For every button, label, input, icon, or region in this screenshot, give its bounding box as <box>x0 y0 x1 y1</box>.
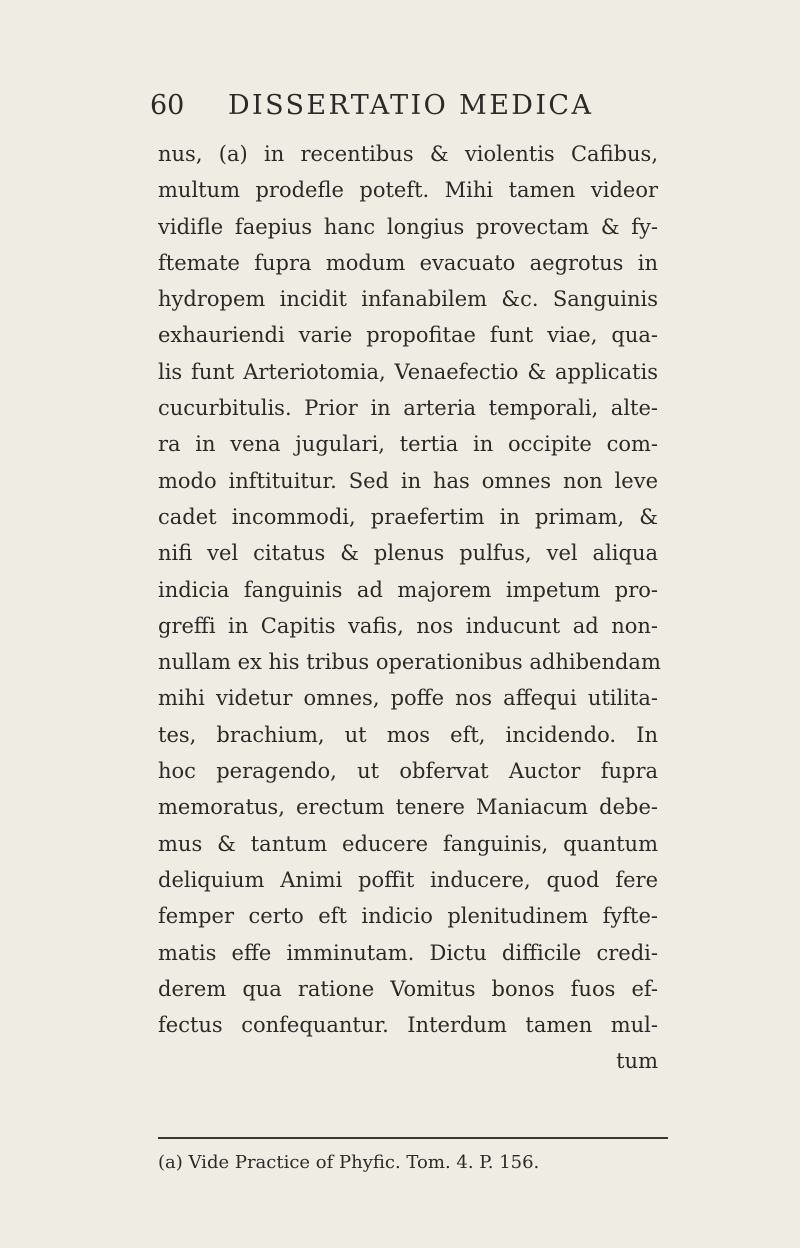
text-line: vidifle faepius hanc longius provectam & fy- <box>158 214 658 239</box>
text-line: fectus confequantur. Interdum tamen mul- <box>158 1013 658 1038</box>
text-line: indicia fanguinis ad majorem impetum pro- <box>158 577 658 602</box>
body-text <box>158 136 661 1080</box>
page-number: 60 <box>150 90 185 121</box>
footnote-divider <box>158 1137 668 1139</box>
text-line: nus, (a) in recentibus & violentis Cafibus, <box>158 142 658 166</box>
text-line: cucurbitulis. Prior in arteria temporali, alte- <box>158 396 658 421</box>
running-head <box>150 90 670 130</box>
footnote: (a) Vide Practice of Phyfic. Tom. 4. P. 156. <box>158 1152 540 1173</box>
text-line: mus & tantum educere fanguinis, quantum <box>158 831 658 856</box>
text-line: exhauriendi varie propofitae funt viae, qua- <box>158 323 658 348</box>
text-line: mihi videtur omnes, poffe nos affequi utilita- <box>158 686 658 711</box>
text-line: multum prodefle poteft. Mihi tamen videor <box>158 178 658 203</box>
text-line: cadet incommodi, praefertim in primam, & <box>158 504 658 529</box>
text-line: ftemate fupra modum evacuato aegrotus in <box>158 250 658 275</box>
text-line: matis effe imminutam. Dictu difficile credi- <box>158 940 658 965</box>
text-line: tes, brachium, ut mos eft, incidendo. In <box>158 722 658 747</box>
text-line: nullam ex his tribus operationibus adhibendam <box>158 650 661 675</box>
text-line: lis funt Arteriotomia, Venaefectio & applicatis <box>158 359 658 384</box>
text-line: nifi vel citatus & plenus pulfus, vel aliqua <box>158 541 658 566</box>
text-line: deliquium Animi poffit inducere, quod fere <box>158 867 658 892</box>
running-title: DISSERTATIO MEDICA <box>228 90 594 121</box>
text-line: ra in vena jugulari, tertia in occipite com- <box>158 432 658 457</box>
text-line: hoc peragendo, ut obfervat Auctor fupra <box>158 759 658 784</box>
catchword: tum <box>616 1049 658 1074</box>
text-line: hydropem incidit infanabilem &c. Sanguinis <box>158 287 658 312</box>
text-line: modo inftituitur. Sed in has omnes non leve <box>158 468 658 493</box>
text-line: greffi in Capitis vafis, nos inducunt ad non- <box>158 613 658 638</box>
text-line: memoratus, erectum tenere Maniacum debe- <box>158 795 658 820</box>
text-line: derem qua ratione Vomitus bonos fuos ef- <box>158 976 658 1001</box>
text-line: femper certo eft indicio plenitudinem fyfte- <box>158 904 658 929</box>
